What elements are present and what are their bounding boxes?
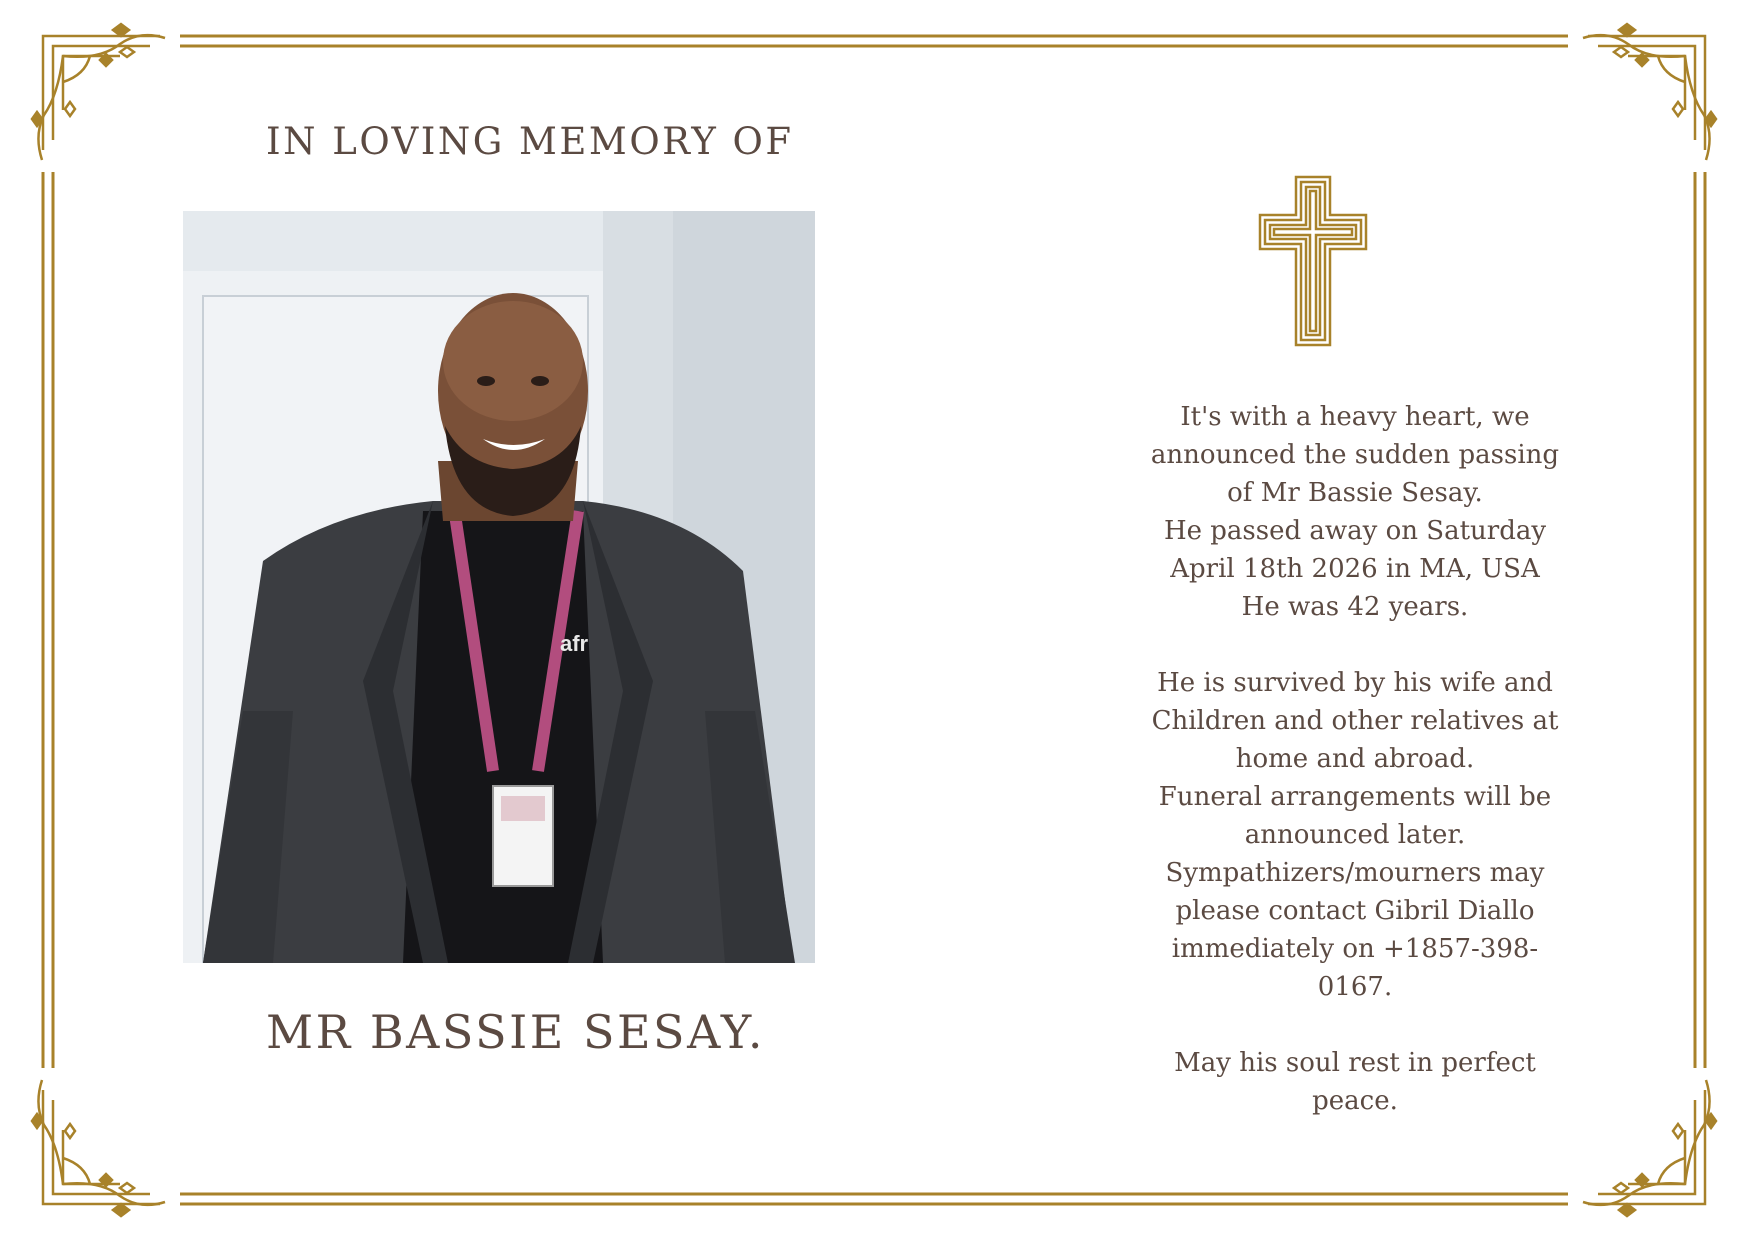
- message-line: announced the sudden passing: [1150, 440, 1560, 470]
- message-line: He is survived by his wife and: [1157, 668, 1553, 698]
- message-line: It's with a heavy heart, we: [1180, 402, 1530, 432]
- message-line: Funeral arrangements will be: [1158, 782, 1552, 812]
- obituary-message: [1080, 398, 1630, 1120]
- message-line: Sympathizers/mourners may: [1165, 858, 1545, 888]
- message-paragraph-1: [1080, 398, 1630, 626]
- message-line: of Mr Bassie Sesay.: [1227, 478, 1483, 508]
- message-line: 0167.: [1317, 972, 1393, 1002]
- message-paragraph-2: [1080, 664, 1630, 1006]
- message-line: He was 42 years.: [1241, 592, 1469, 622]
- message-line: announced later.: [1244, 820, 1466, 850]
- message-line: Children and other relatives at: [1151, 706, 1559, 736]
- message-line: home and abroad.: [1235, 744, 1475, 774]
- shirt-logo-text: afr: [560, 631, 589, 656]
- cross-icon: [1258, 175, 1368, 347]
- message-line: He passed away on Saturday: [1163, 516, 1547, 546]
- deceased-name: MR BASSIE SESAY.: [266, 1005, 765, 1059]
- message-line: April 18th 2026 in MA, USA: [1170, 554, 1540, 584]
- portrait-photo: [183, 211, 815, 963]
- message-line: immediately on +1857-398-: [1171, 934, 1539, 964]
- message-line: please contact Gibril Diallo: [1175, 896, 1535, 926]
- message-line: May his soul rest in perfect: [1174, 1048, 1536, 1078]
- message-paragraph-3: [1080, 1044, 1630, 1120]
- memorial-heading: IN LOVING MEMORY OF: [266, 120, 794, 163]
- message-line: peace.: [1312, 1086, 1398, 1116]
